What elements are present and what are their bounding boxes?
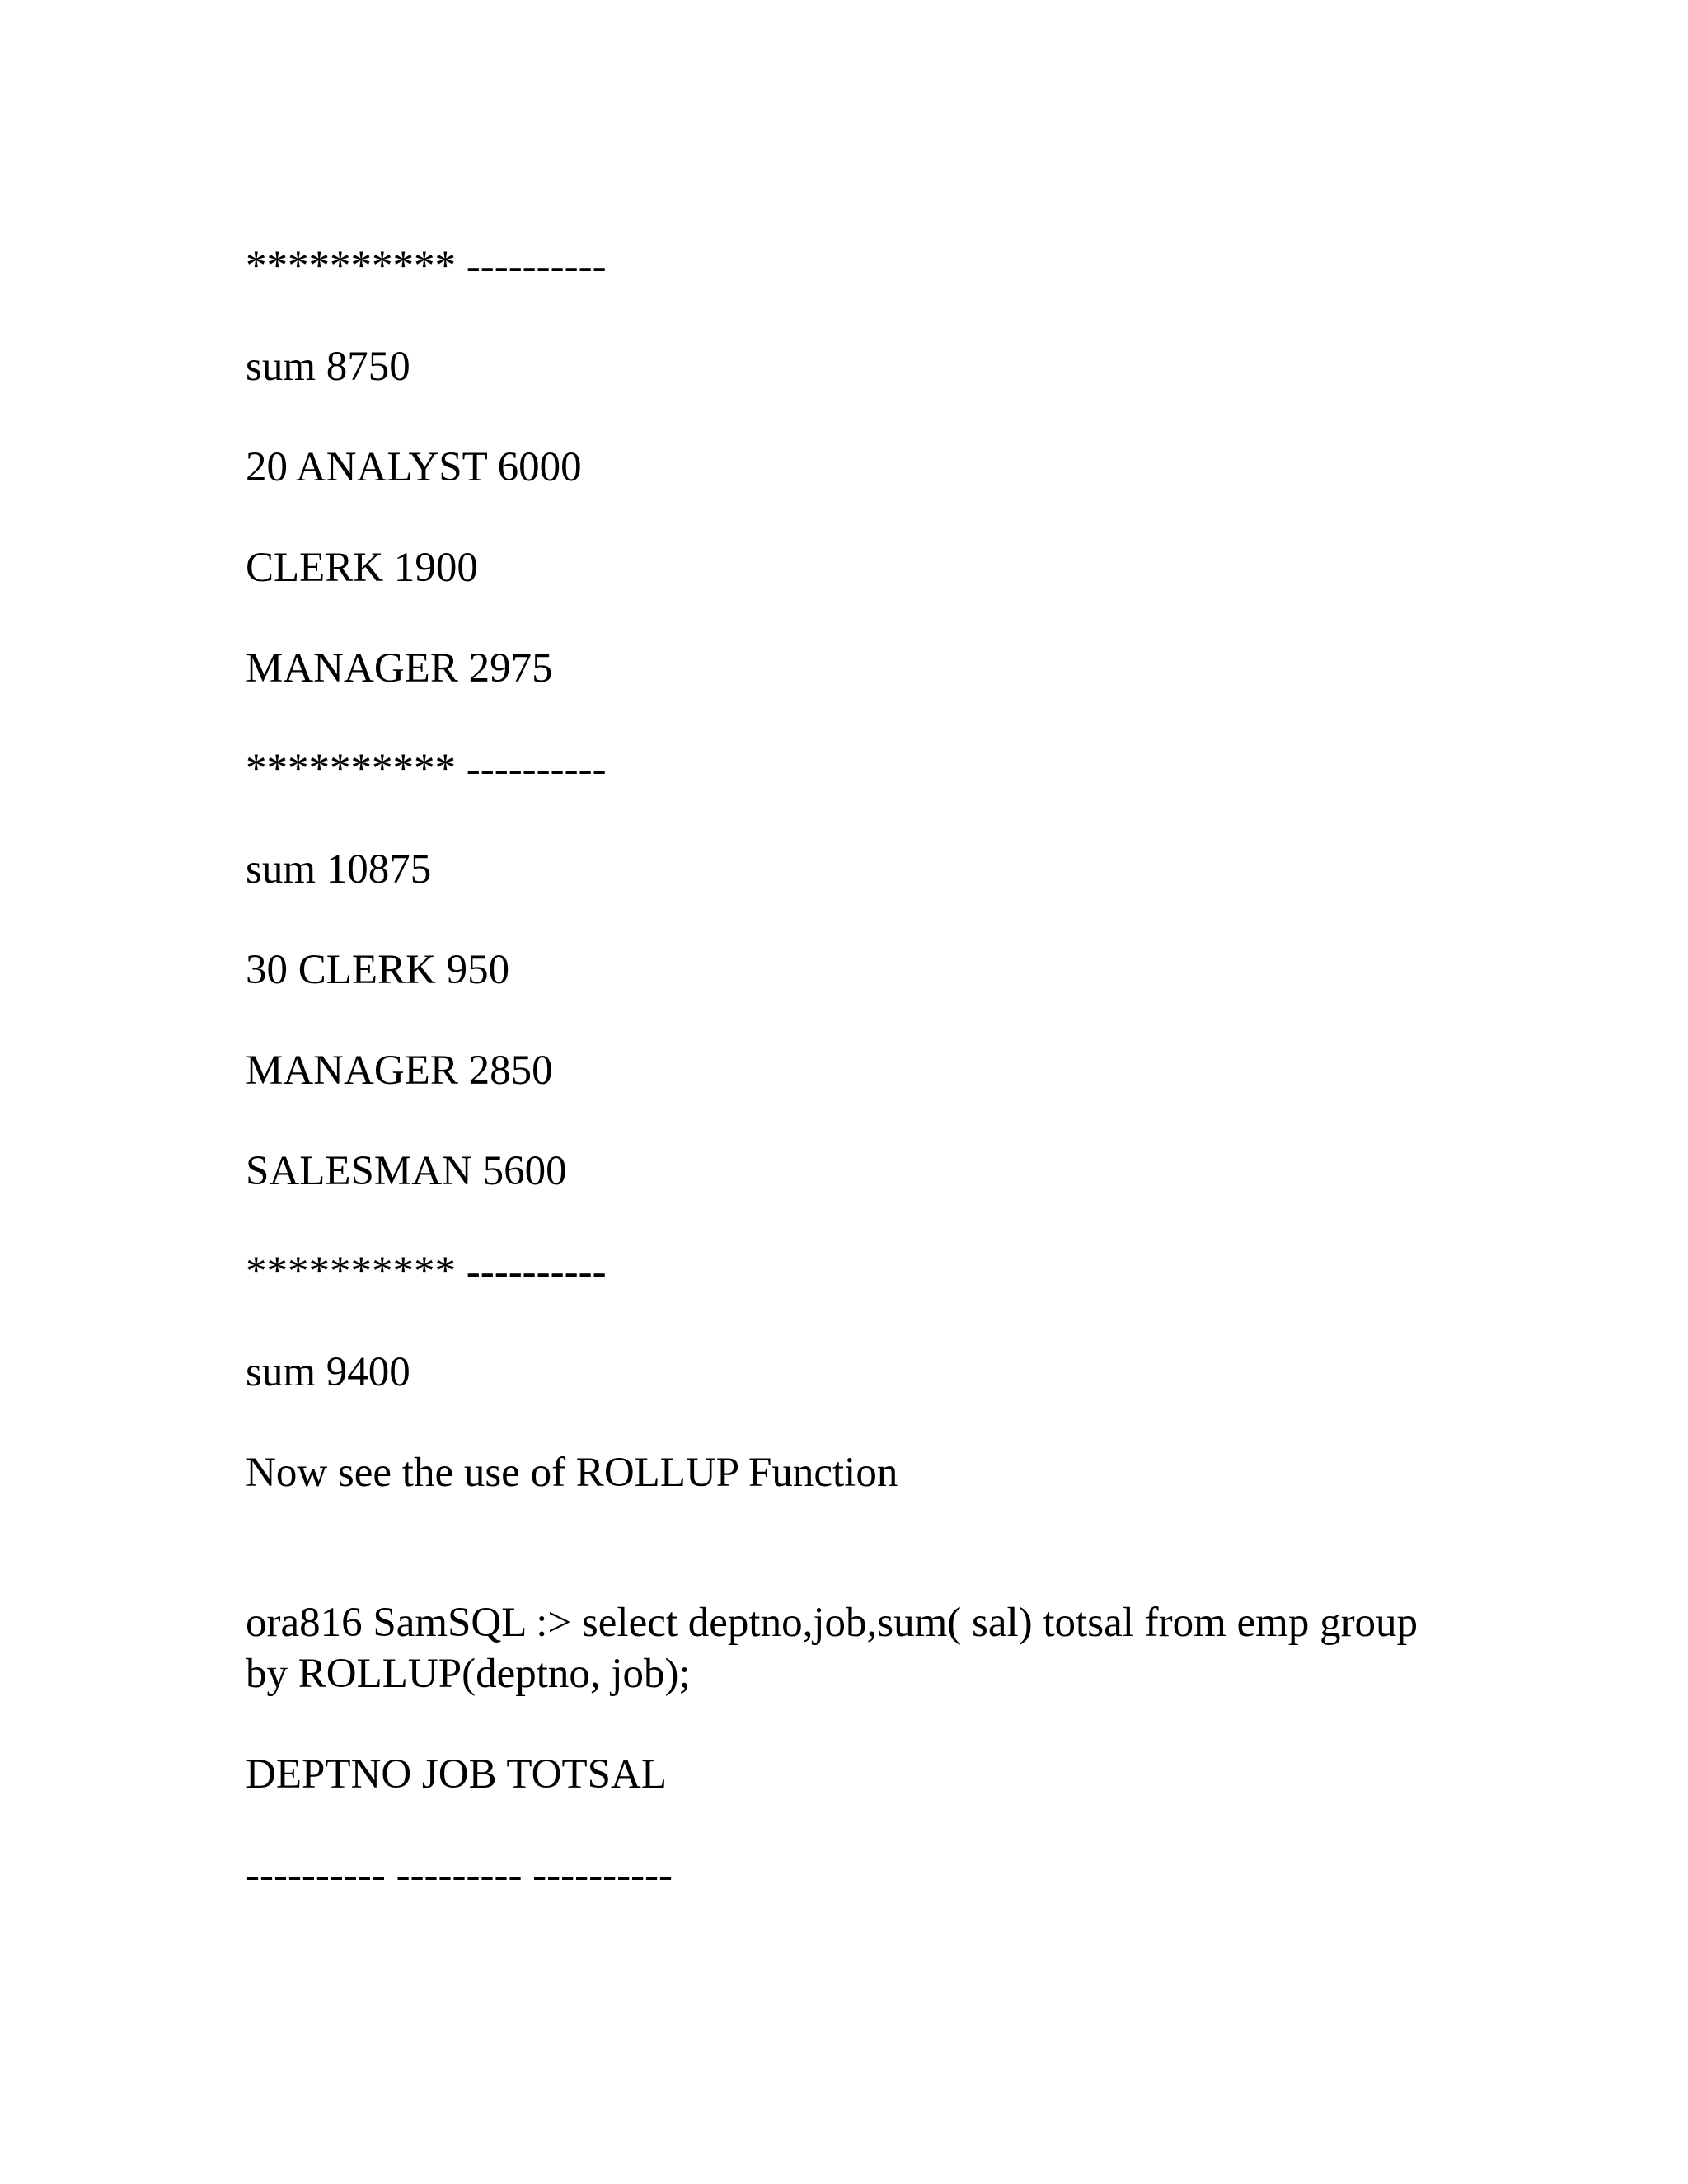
result-line: CLERK 1900 <box>246 545 478 591</box>
sql-query: ora816 SamSQL :> select deptno,job,sum( sal) totsal from emp group by ROLLUP(deptno, job); <box>246 1600 1418 1697</box>
result-line: MANAGER 2975 <box>246 645 553 691</box>
column-header-row: DEPTNO JOB TOTSAL <box>246 1751 667 1797</box>
separator-line: ********** ---------- <box>246 1249 607 1295</box>
sum-line: sum 10875 <box>246 846 432 893</box>
sum-line: sum 8750 <box>246 344 410 390</box>
separator-line: ********** ---------- <box>246 243 607 289</box>
result-line: 20 ANALYST 6000 <box>246 444 582 490</box>
result-line: SALESMAN 5600 <box>246 1148 567 1194</box>
sum-line: sum 9400 <box>246 1349 410 1395</box>
column-underline-row: ---------- --------- ---------- <box>246 1852 673 1898</box>
result-line: MANAGER 2850 <box>246 1047 553 1094</box>
separator-line: ********** ---------- <box>246 746 607 792</box>
section-heading: Now see the use of ROLLUP Function <box>246 1450 898 1496</box>
result-line: 30 CLERK 950 <box>246 947 510 993</box>
